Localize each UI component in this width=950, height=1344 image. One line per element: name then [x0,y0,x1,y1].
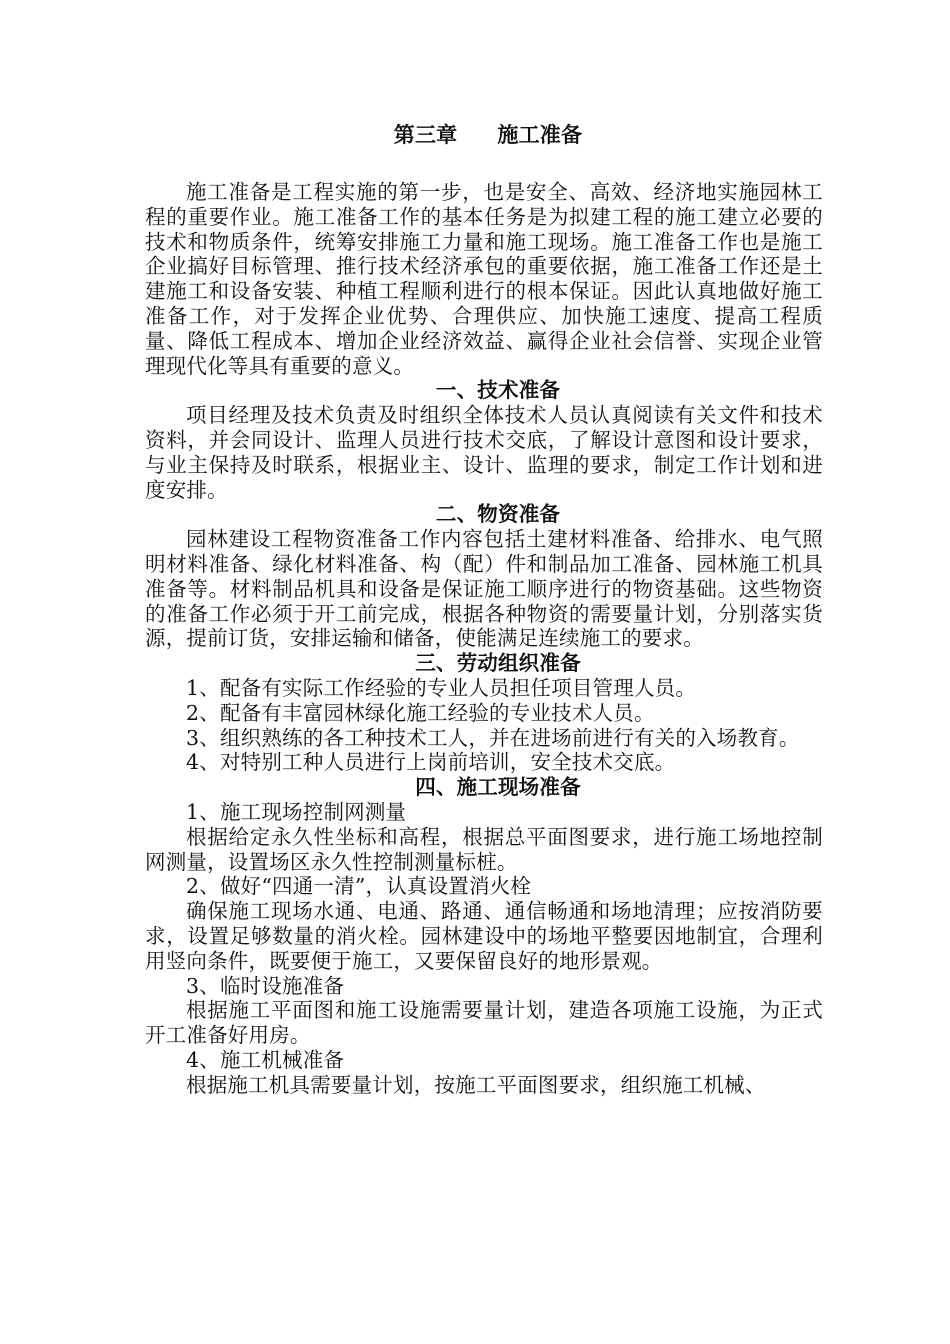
list-item: 3、组织熟练的各工种技术工人，并在进场前进行有关的入场教育。 [186,725,800,750]
section-paragraph: 园林建设工程物资准备工作内容包括土建材料准备、给排水、电气照明材料准备、绿化材料准备、构（配）件和制品加工准备、园林施工机具准备等。材料制品机具和设备是保证施工顺序进行的物资基础。这些物资的准备工作必须于开工前完成，根据各种物资的需要量计划，分别落实货源，提前订货，安排运输和储备，使能满足连续施工的要求。 [145,527,823,651]
section-paragraph: 根据施工平面图和施工设施需要量计划，建造各项施工设施，为正式开工准备好用房。 [145,998,823,1048]
subsection-title: 1、施工现场控制网测量 [186,799,407,824]
subsection-title: 4、施工机械准备 [186,1047,345,1072]
chapter-name: 施工准备 [497,122,583,147]
intro-paragraph: 施工准备是工程实施的第一步，也是安全、高效、经济地实施园林工程的重要作业。施工准备工作的基本任务是为拟建工程的施工建立必要的技术和物质条件，统筹安排施工力量和施工现场。施工准备工作也是施工企业搞好目标管理、推行技术经济承包的重要依据，施工准备工作还是土建施工和设备安装、种植工程顺利进行的根本保证。因此认真地做好施工准备工作，对于发挥企业优势、合理供应、加快施工速度、提高工程质量、降低工程成本、增加企业经济效益、赢得企业社会信誉、实现企业管理现代化等具有重要的意义。 [145,180,823,378]
list-item: 4、对特别工种人员进行上岗前培训，安全技术交底。 [186,750,676,775]
chapter-number: 第三章 [393,122,458,147]
section-heading-materials: 二、物资准备 [435,502,561,527]
subsection-title: 3、临时设施准备 [186,973,345,998]
section-heading-technical: 一、技术准备 [435,378,561,403]
section-heading-labor: 三、劳动组织准备 [415,651,581,676]
section-heading-site: 四、施工现场准备 [415,775,581,800]
list-item: 2、配备有丰富园林绿化施工经验的专业技术人员。 [186,700,655,725]
section-paragraph: 根据给定永久性坐标和高程，根据总平面图要求，进行施工场地控制网测量，设置场区永久性控制测量标桩。 [145,824,823,874]
chapter-title [145,120,823,150]
section-paragraph: 确保施工现场水通、电通、路通、通信畅通和场地清理；应按消防要求，设置足够数量的消火栓。园林建设中的场地平整要因地制宜，合理利用竖向条件，既要便于施工，又要保留良好的地形景观。 [145,899,823,973]
document-page [145,120,823,1097]
section-paragraph: 根据施工机具需要量计划，按施工平面图要求，组织施工机械、 [186,1072,766,1097]
subsection-title: 2、做好“四通一清”，认真设置消火栓 [186,874,532,899]
section-paragraph: 项目经理及技术负责及时组织全体技术人员认真阅读有关文件和技术资料，并会同设计、监理人员进行技术交底，了解设计意图和设计要求，与业主保持及时联系，根据业主、设计、监理的要求，制定工作计划和进度安排。 [145,403,823,502]
list-item: 1、配备有实际工作经验的专业人员担任项目管理人员。 [186,675,697,700]
